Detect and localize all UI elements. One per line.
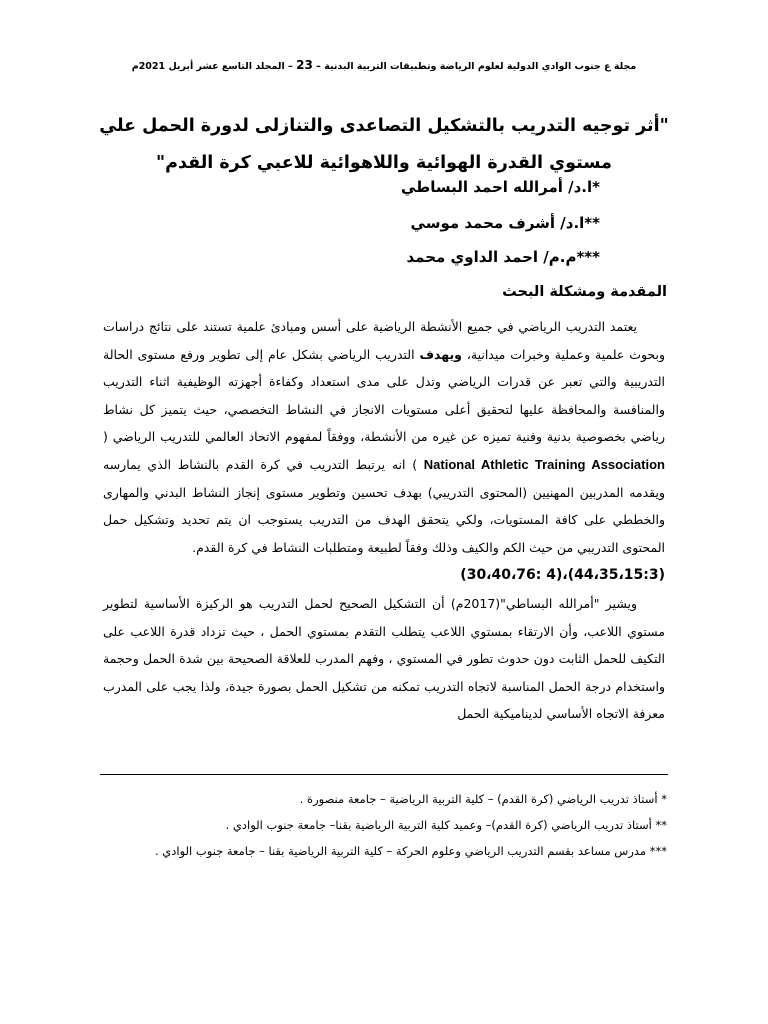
citation-numbers: (44،35،15:3)،(4 :30،40،76) — [460, 567, 665, 584]
author-3: ***م.م/ احمد الداوي محمد — [406, 248, 600, 266]
page-number: 23 — [296, 58, 313, 72]
footnote-3: *** مدرس مساعد بقسم التدريب الرياضي وعلوم الحركة – كلية التربية الرياضية بقنا – جامعة جنوب الوادي . — [154, 844, 667, 858]
journal-name: مجلة ع جنوب الوادي الدولية لعلوم الرياضة وتطبيقات التربية البدنية — [324, 61, 637, 72]
paragraph-1-part-c: ) انه يرتبط التدريب في كرة القدم بالنشاط الذي يمارسه ويقدمه المدربين المهنيين (المحتوى التدريبي) بهدف تحسين وتطوير مستوى إنجاز النشاط البدني والمهارى والخططي على كافة المستويات، ولكي يتحقق الهدف من التدريب يستوجب ان يتم تحديد وتشكيل حمل المحتوى التدريبي من حيث الكم والكيف وذلك وفقاً لطبيعة ومتطلبات النشاط في كرة القدم. — [103, 456, 665, 555]
running-header — [80, 58, 688, 72]
paragraph-1 — [103, 313, 665, 561]
title-line-2: مستوي القدرة الهوائية واللاهوائية للاعبي كرة القدم" — [156, 153, 612, 173]
header-dash-left: – — [284, 61, 293, 72]
paragraph-1-part-b: التدريب الرياضي بشكل عام إلى تطوير ورفع مستوى الحالة التدريبية والتي تعبر عن قدرات الرياضي وتدل على مدى استعداد وكفاءة أجهزته الوظيفية اثناء التدريب والمنافسة والمحافظة عليها لتحقيق أعلى مستويات الانجاز في النشاط التخصصي، حيث يتميز كل نشاط رياضي بخصوصية بدنية وفنية تميزه عن غيره من الأنشطة، ووفقاً لمفهوم الاتحاد العالمي للتدريب الرياضي ( — [103, 346, 665, 445]
author-2: **ا.د/ أشرف محمد موسي — [410, 214, 600, 232]
paragraph-1-part-a: يعتمد التدريب الرياضي في جميع الأنشطة الرياضية على أسس ومبادئ علمية تستند على نتائج دراسات وبحوث علمية وعملية وخبرات ميدانية، — [103, 319, 666, 362]
paper-title — [70, 108, 698, 182]
section-heading: المقدمة ومشكلة البحث — [502, 284, 667, 300]
journal-volume: المجلد التاسع عشر أبريل 2021م — [131, 61, 285, 72]
header-dash-right: – — [312, 61, 321, 72]
footnote-divider — [100, 774, 668, 775]
paragraph-1-bold-word: ويهدف — [419, 346, 462, 362]
footnote-2: ** أستاذ تدريب الرياضي (كرة القدم)– وعميد كلية التربية الرياضية بقنا– جامعة جنوب الوادي . — [225, 818, 667, 832]
organization-name-latin: National Athletic Training Association — [423, 456, 665, 472]
author-1: *ا.د/ أمرالله احمد البساطي — [400, 178, 600, 196]
title-line-1: "أثر توجيه التدريب بالتشكيل التصاعدى والتنازلى لدورة الحمل علي — [99, 116, 669, 136]
citation-line — [103, 561, 665, 590]
footnote-1: * أستاذ تدريب الرياضي (كرة القدم) – كلية التربية الرياضية – جامعة منصورة . — [299, 792, 667, 806]
footnotes — [101, 786, 667, 864]
body-text — [103, 313, 665, 728]
paragraph-2: ويشير "أمرالله البساطي"(2017م) أن التشكيل الصحيح لحمل التدريب هو الركيزة الأساسية لتطوير مستوي اللاعب، وأن الارتقاء بمستوي اللاعب يتطلب التقدم بمستوي الحمل ، حيث تزداد قدرة اللاعب على التكيف للحمل الثابت دون حدوث تطور في المستوي ، وفهم المدرب للعلاقة الصحيحة بين شدة الحمل وحجمة واستخدام درجة الحمل المناسبة لاتجاه التدريب تمكنه من تشكيل الحمل بصورة جيدة، ولذا يجب على المدرب معرفة الاتجاه الأساسي لديناميكية الحمل — [103, 595, 665, 722]
